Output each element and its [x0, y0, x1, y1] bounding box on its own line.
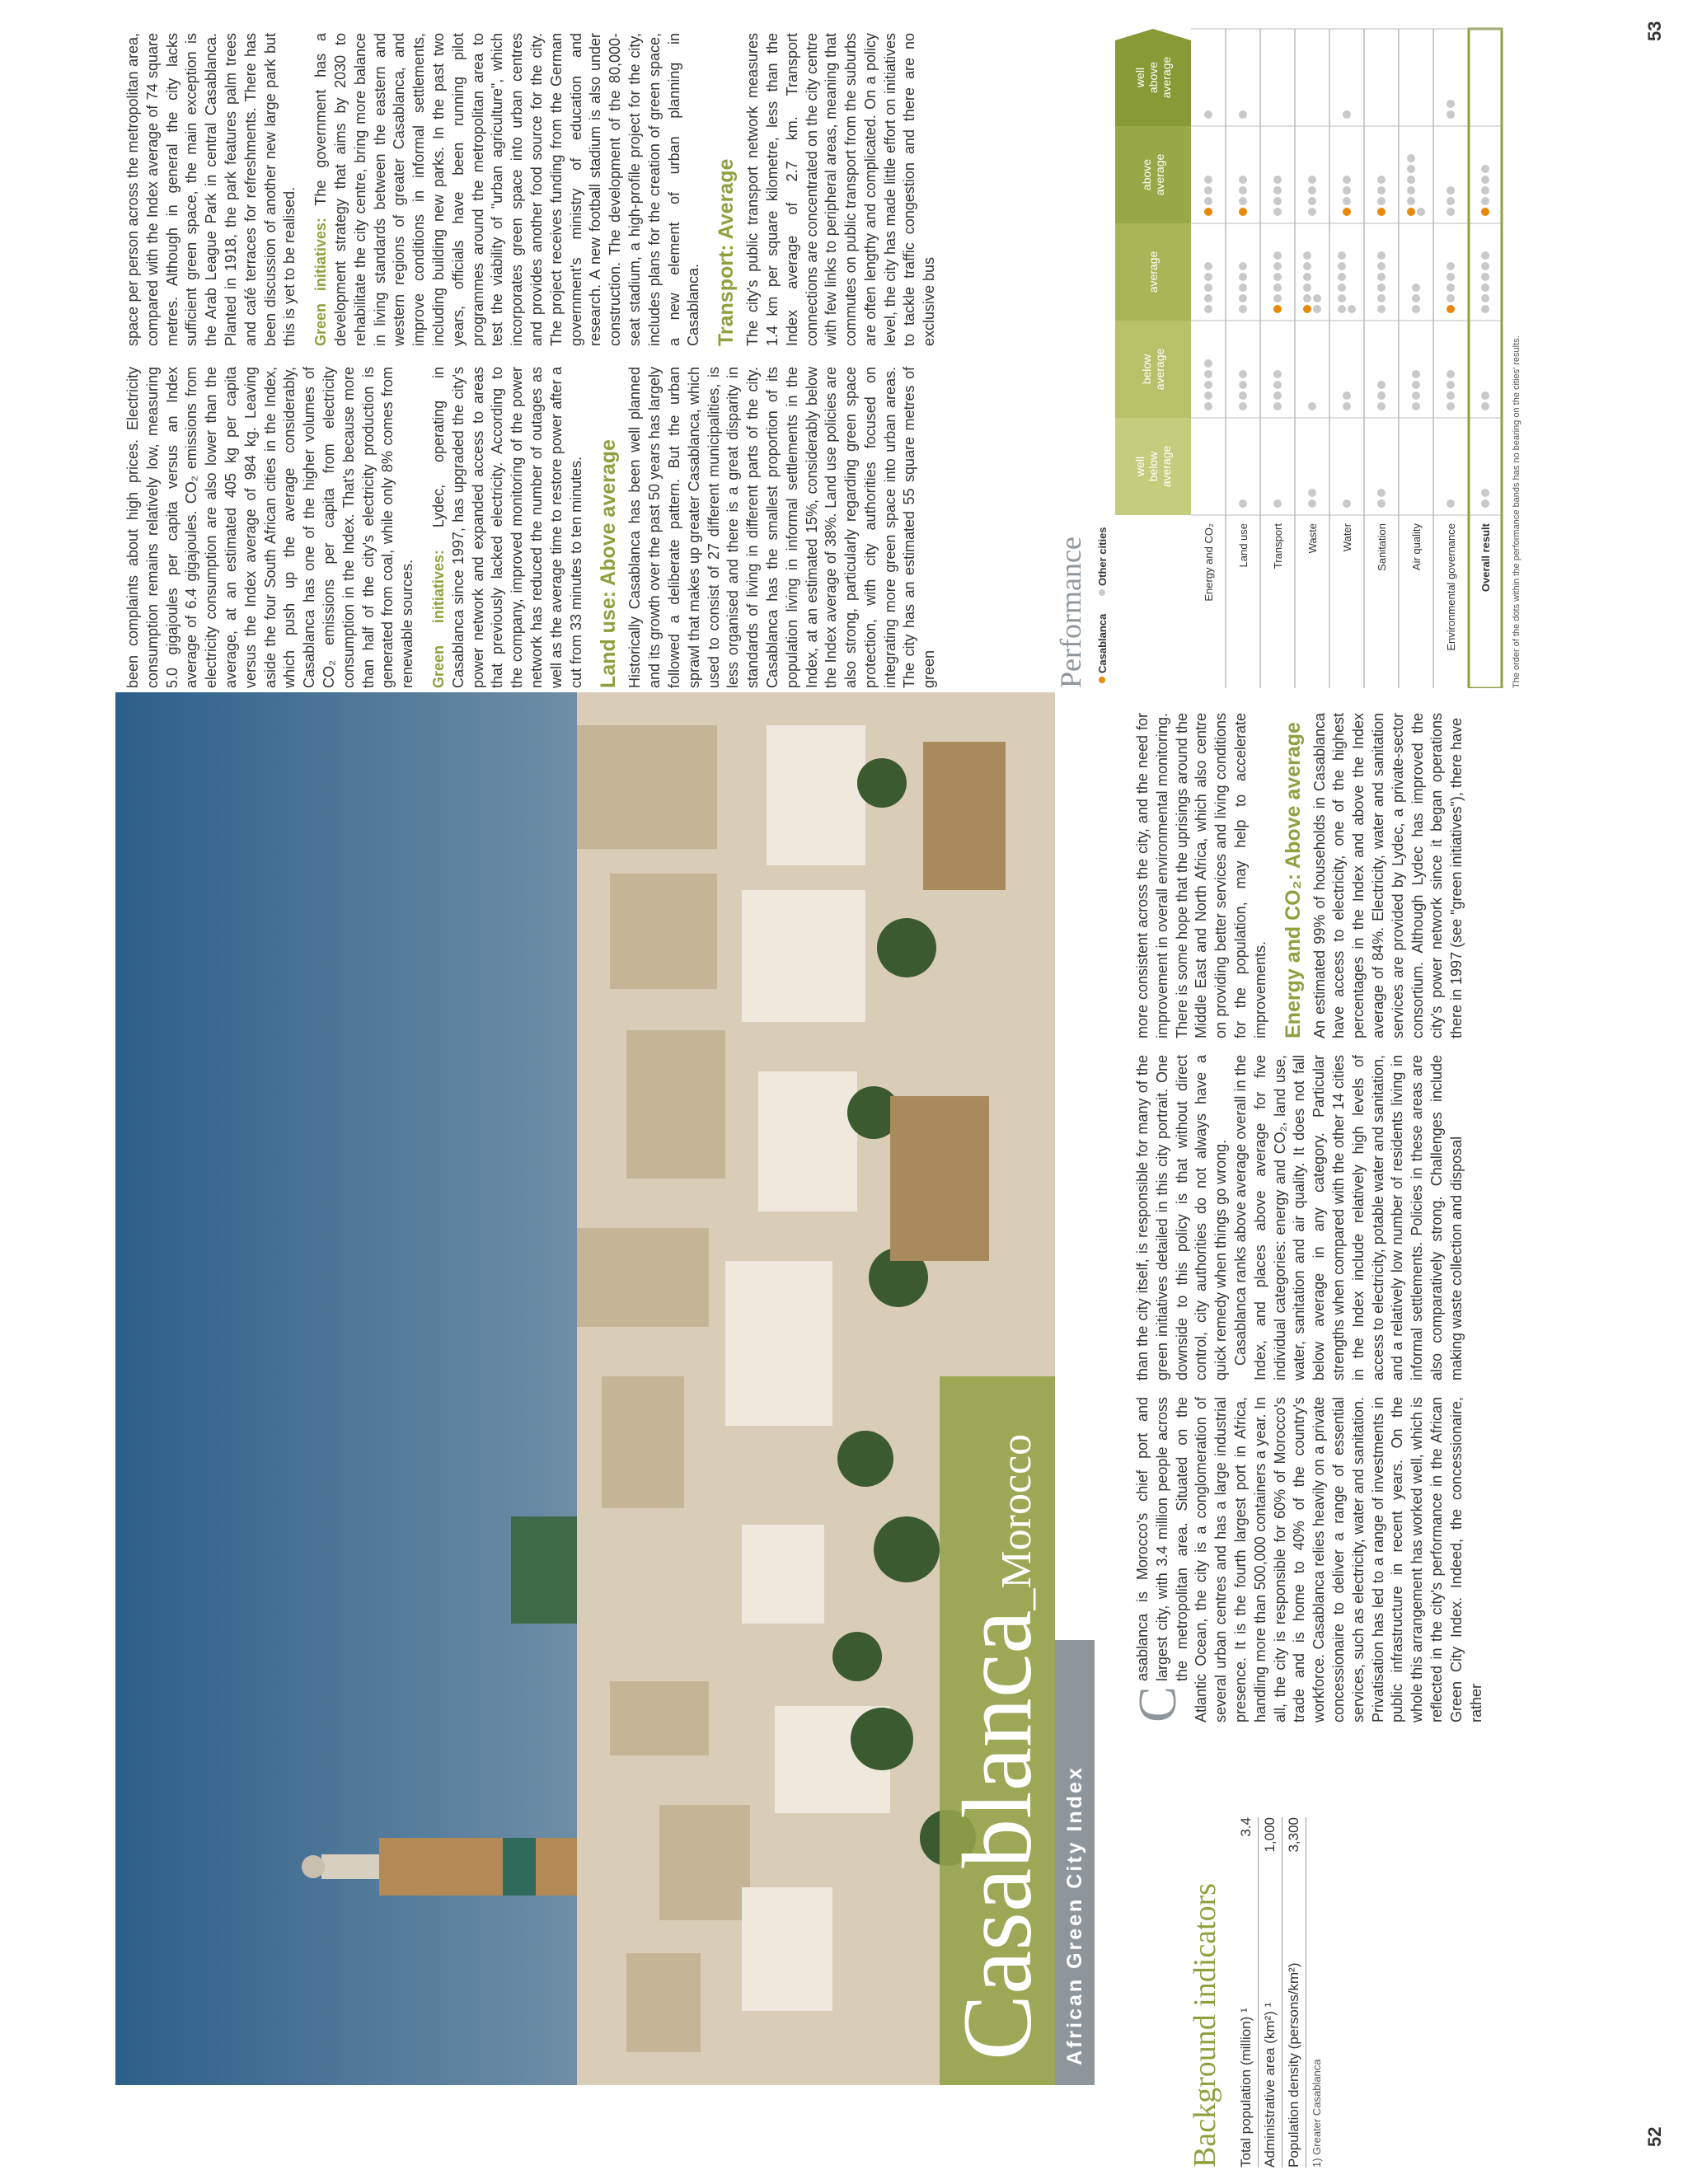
other-city-dot	[1407, 176, 1415, 184]
other-city-dot	[1481, 262, 1489, 270]
performance-chart	[1051, 12, 1529, 688]
indicator-footnote: 1) Greater Casablanca	[1311, 2059, 1323, 2168]
other-city-dot	[1447, 100, 1455, 108]
other-city-dot	[1308, 197, 1316, 205]
other-city-dot	[1343, 391, 1351, 400]
other-city-dot	[1343, 186, 1351, 194]
casablanca-dot	[1273, 305, 1282, 313]
other-city-dot	[1447, 499, 1455, 508]
other-city-dot	[1273, 197, 1282, 205]
other-city-dot	[1308, 176, 1316, 184]
other-city-dot	[1481, 197, 1489, 205]
other-city-dot	[1481, 402, 1489, 410]
row-label: Air quality	[1410, 523, 1423, 571]
other-city-dot	[1303, 273, 1311, 281]
column-header-label: average	[1160, 445, 1173, 488]
other-city-dot	[1239, 110, 1247, 119]
other-city-dot	[1273, 402, 1282, 410]
other-city-dot	[1204, 359, 1212, 368]
other-city-dot	[1447, 262, 1455, 270]
text-column-3	[1133, 713, 1467, 1038]
other-city-dot	[1447, 273, 1455, 281]
indicator-value: 3.4	[1238, 1817, 1254, 1837]
performance-chart-svg	[1051, 12, 1529, 688]
other-city-dot	[1481, 489, 1489, 497]
column-header-label: below	[1146, 451, 1160, 482]
paragraph: been complaints about high prices. Electricity consumption remains relatively low, measuring 5.0 gigajoules per capita versus an Index average of 6.4 gigajoules. CO₂ emissions from electricity consumption are also lower than the average, at an estimated 405 kg per capita versus the Index average of 984 kg. Leaving aside the four South African cities in the Index, which push up the average considerably, Casablanca has one of the higher volumes of CO₂ emissions per capita from electricity consumption in the Index. That's because more than half of the city's electricity production is generated from coal, while only 8% comes from renewable sources.	[124, 367, 416, 688]
other-city-dot	[1343, 499, 1351, 508]
other-city-dot	[1377, 391, 1386, 400]
other-city-dot	[1273, 208, 1282, 216]
other-city-dot	[1407, 197, 1415, 205]
background-indicators-heading: Background indicators	[1188, 1882, 1222, 2168]
other-city-dot	[1447, 381, 1455, 389]
other-city-dot	[1481, 499, 1489, 508]
other-city-dot	[1377, 402, 1386, 410]
green-initiatives-label: Green initiatives:	[429, 550, 447, 688]
other-city-dot	[1417, 208, 1425, 216]
other-city-dot	[1204, 370, 1212, 378]
other-city-dot	[1447, 110, 1455, 119]
other-city-dot	[1204, 186, 1212, 194]
other-city-dot	[1343, 402, 1351, 410]
text-column-5	[124, 33, 940, 346]
other-city-dot	[1481, 284, 1489, 292]
other-city-dot	[1239, 370, 1247, 378]
row-label: Water	[1341, 523, 1353, 552]
intro-paragraph-wrap	[1128, 1397, 1486, 1722]
other-city-dot	[1377, 251, 1386, 260]
city-photo	[115, 692, 1055, 2085]
green-initiatives-label: Green initiatives:	[312, 218, 330, 346]
other-city-dot	[1303, 284, 1311, 292]
casablanca-dot	[1377, 208, 1386, 216]
other-city-dot	[1204, 402, 1212, 410]
other-city-dot	[1343, 176, 1351, 184]
other-city-dot	[1447, 197, 1455, 205]
other-city-dot	[1338, 251, 1346, 260]
other-city-dot	[1239, 294, 1247, 302]
other-city-dot	[1204, 284, 1212, 292]
row-label: Overall result	[1479, 523, 1492, 593]
casablanca-dot	[1447, 305, 1455, 313]
other-city-dot	[1273, 499, 1282, 508]
other-city-dot	[1481, 273, 1489, 281]
other-city-dot	[1303, 251, 1311, 260]
other-city-dot	[1273, 284, 1282, 292]
other-city-dot	[1481, 176, 1489, 184]
column-header-label: well	[1133, 456, 1146, 477]
indicator-row	[1235, 1817, 1259, 2168]
casablanca-skyline-illustration	[115, 692, 1055, 2085]
other-city-dot	[1273, 262, 1282, 270]
other-city-dot	[1273, 381, 1282, 389]
text-column-4	[124, 367, 940, 688]
other-city-dot	[1303, 294, 1311, 302]
other-city-dot	[1343, 197, 1351, 205]
section-heading-transport: Transport: Average	[715, 158, 738, 346]
other-city-dot	[1204, 262, 1212, 270]
other-city-dot	[1407, 154, 1415, 162]
other-city-dot	[1377, 381, 1386, 389]
section-heading-energy: Energy and CO₂: Above average	[1281, 722, 1305, 1038]
other-city-dot	[1377, 294, 1386, 302]
other-city-dot	[1239, 381, 1247, 389]
paragraph: Casablanca ranks above average overall in the Index, and places above average for five individual categories: energy and CO₂, land use, water, sanitation and air quality. It does not fall below average in any category. Particular strengths when compared with the other 14 cities in the Index include relatively high levels of access to electricity, potable water and sanitation, and a relatively low number of residents living in informal settlements. Policies in these areas are also comparatively strong. Challenges include making waste collection and disposal	[1231, 1055, 1465, 1380]
other-city-dot	[1412, 284, 1420, 292]
legend-label: Casablanca	[1096, 613, 1109, 673]
other-city-dot	[1239, 186, 1247, 194]
paragraph-green-initiatives	[312, 33, 704, 346]
text-column-1	[1128, 1397, 1486, 1722]
other-city-dot	[1273, 370, 1282, 378]
paragraph: than the city itself, is responsible for many of the green initiatives detailed in this city portrait. One downside to this policy is that without direct control, city authorities do not always have a quick remedy when things go wrong.	[1134, 1055, 1230, 1380]
other-city-dot	[1447, 208, 1455, 216]
row-label: Sanitation	[1376, 523, 1388, 571]
paragraph: The city's public transport network measures 1.4 km per square kilometre, less than the Index average of 2.7 km. Transport connections are concentrated on the city centre with few links to peripheral areas, meaning that commutes on public transport from the suburbs are often lengthy and complicated. On a policy level, the city has made little effort on initiatives to tackle traffic congestion and there are no exclusive bus	[744, 33, 938, 346]
other-city-dot	[1412, 391, 1420, 400]
other-city-dot	[1481, 186, 1489, 194]
column-header-label: average	[1160, 56, 1173, 99]
other-city-dot	[1239, 391, 1247, 400]
column-header-label: above	[1140, 158, 1153, 191]
column-header-label: below	[1140, 354, 1153, 385]
other-city-dot	[1204, 110, 1212, 119]
legend-dot-other	[1099, 589, 1105, 596]
other-city-dot	[1412, 402, 1420, 410]
other-city-dot	[1273, 294, 1282, 302]
other-city-dot	[1447, 294, 1455, 302]
other-city-dot	[1481, 294, 1489, 302]
paragraph: Historically Casablanca has been well planned and its growth over the past 50 years has largely followed a deliberate pattern. But the urban sprawl that makes up greater Casablanca, which used to consist of 27 different municipalities, is less organised and there is a great disparity in standards of living in different parts of the city. Casablanca has the smallest proportion of its population living in informal settlements in the Index, at an estimated 15%, considerably below the Index average of 38%. Land use policies are also strong, particularly regarding green space protection, with city authorities focused on integrating more green space into urban areas. The city has an estimated 55 square metres of green	[626, 367, 938, 688]
other-city-dot	[1481, 251, 1489, 260]
other-city-dot	[1313, 294, 1321, 302]
other-city-dot	[1447, 402, 1455, 410]
casablanca-dot	[1204, 208, 1212, 216]
other-city-dot	[1377, 197, 1386, 205]
country-name: _Morocco	[993, 1433, 1040, 1610]
other-city-dot	[1273, 273, 1282, 281]
other-city-dot	[1447, 284, 1455, 292]
other-city-dot	[1377, 284, 1386, 292]
other-city-dot	[1407, 165, 1415, 173]
casablanca-dot	[1407, 208, 1415, 216]
other-city-dot	[1308, 499, 1316, 508]
other-city-dot	[1377, 176, 1386, 184]
legend-dot-casablanca	[1099, 677, 1105, 683]
other-city-dot	[1303, 262, 1311, 270]
drop-cap: C	[1128, 1685, 1188, 1722]
background-indicators-block	[1137, 1722, 1632, 2184]
other-city-dot	[1239, 273, 1247, 281]
paragraph-text: Lydec, operating in Casablanca since 1997, has upgraded the city's power network and expanded access to areas that previously lacked electricity. According to the company, improved monitoring of the power network has reduced the number of outages as well as the average time to restore power after a cut from 33 minutes to ten minutes.	[429, 367, 584, 688]
other-city-dot	[1377, 499, 1386, 508]
other-city-dot	[1239, 197, 1247, 205]
paragraph: more consistent across the city, and the need for improvement in overall environmental monitoring. There is some hope that the uprisings around the Middle East and North Africa, which also centre on providing better services and living conditions for the population, may help to accelerate improvements.	[1134, 713, 1268, 1038]
other-city-dot	[1348, 305, 1356, 313]
other-city-dot	[1273, 186, 1282, 194]
other-city-dot	[1204, 176, 1212, 184]
row-label: Environmental governance	[1445, 523, 1457, 651]
other-city-dot	[1308, 208, 1316, 216]
other-city-dot	[1407, 186, 1415, 194]
page-number-right: 53	[1644, 21, 1665, 41]
chart-title: Performance	[1054, 537, 1087, 688]
other-city-dot	[1204, 381, 1212, 389]
other-city-dot	[1204, 197, 1212, 205]
other-city-dot	[1447, 186, 1455, 194]
other-city-dot	[1338, 262, 1346, 270]
column-header-label: average	[1153, 348, 1166, 391]
other-city-dot	[1204, 294, 1212, 302]
other-city-dot	[1308, 402, 1316, 410]
indicator-row	[1259, 1817, 1282, 2168]
legend-label: Other cities	[1096, 527, 1109, 586]
other-city-dot	[1204, 273, 1212, 281]
other-city-dot	[1239, 262, 1247, 270]
city-title	[944, 1434, 1055, 2060]
other-city-dot	[1481, 305, 1489, 313]
other-city-dot	[1273, 391, 1282, 400]
section-heading-land-use: Land use: Above average	[597, 439, 621, 688]
row-label: Land use	[1237, 523, 1250, 568]
column-header-label: average	[1146, 251, 1160, 293]
indicator-row	[1282, 1817, 1306, 2168]
other-city-dot	[1273, 176, 1282, 184]
casablanca-dot	[1343, 208, 1351, 216]
other-city-dot	[1338, 305, 1346, 313]
paragraph-text: The government has a development strategy that aims by 2030 to rehabilitate the city centre, bring more balance in living standards between the eastern and western regions of greater Casablanca, and improve conditions in informal settlements, including building new parks. In the past two years, officials have been running pilot programmes around the metropolitan area to test the viability of "urban agriculture", which incorporates green space into urban centres and provides another food source for the city. The project receives funding from the German government's ministry of education and research. A new football stadium is also under construction. The development of the 80,000-seat stadium, a high-profile project for the city, includes plans for the creation of green space, a new element of urban planning in Casablanca.	[312, 33, 702, 346]
other-city-dot	[1447, 391, 1455, 400]
row-label: Transport	[1272, 523, 1284, 569]
indicator-value: 1,000	[1262, 1817, 1278, 1853]
other-city-dot	[1204, 391, 1212, 400]
city-name: Casablanca	[942, 1610, 1052, 2060]
indicator-label: Total population (million) ¹	[1238, 2008, 1254, 2168]
column-header-label: well	[1133, 67, 1146, 88]
text-column-2	[1133, 1055, 1467, 1380]
other-city-dot	[1377, 273, 1386, 281]
other-city-dot	[1239, 284, 1247, 292]
other-city-dot	[1338, 273, 1346, 281]
indicator-value: 3,300	[1286, 1817, 1301, 1853]
indicator-label: Administrative area (km²) ¹	[1262, 2002, 1278, 2168]
casablanca-dot	[1303, 305, 1311, 313]
other-city-dot	[1204, 305, 1212, 313]
row-label: Waste	[1306, 523, 1319, 554]
paragraph: space per person across the metropolitan area, compared with the Index average of 74 square metres. Although in general the city lacks sufficient green space, the main exception is the Arab League Park in central Casablanca. Planted in 1918, the park features palm trees and café terraces for refreshments. There has been discussion of another new large park but this is yet to be realised.	[124, 33, 298, 346]
other-city-dot	[1412, 381, 1420, 389]
other-city-dot	[1273, 251, 1282, 260]
other-city-dot	[1239, 305, 1247, 313]
column-header-label: average	[1153, 153, 1166, 196]
other-city-dot	[1377, 262, 1386, 270]
other-city-dot	[1377, 489, 1386, 497]
other-city-dot	[1343, 110, 1351, 119]
other-city-dot	[1239, 176, 1247, 184]
casablanca-dot	[1481, 208, 1489, 216]
other-city-dot	[1338, 284, 1346, 292]
paragraph: An estimated 99% of households in Casablanca have access to electricity, one of the highest percentages in the Index and above the Index average of 84%. Electricity, water and sanitation services are provided by Lydec, a private-sector consortium. Although Lydec has improved the city's power network since it began operations there in 1997 (see "green initiatives"), there have	[1311, 713, 1465, 1038]
other-city-dot	[1481, 165, 1489, 173]
other-city-dot	[1377, 186, 1386, 194]
page-number-left: 52	[1644, 2126, 1665, 2147]
indicator-label: Population density (persons/km²)	[1286, 1962, 1301, 2168]
other-city-dot	[1481, 391, 1489, 400]
other-city-dot	[1239, 499, 1247, 508]
series-label: African Green City Index	[1055, 1640, 1095, 2085]
casablanca-dot	[1239, 208, 1247, 216]
intro-paragraph: asablanca is Morocco's chief port and largest city, with 3.4 million people across the metropolitan area. Situated on the Atlantic Ocean, the city is a conglomeration of several urban centres and has a large industrial presence. It is the fourth largest port in Africa, handling more than 500,000 containers a year. In all, the city is responsible for 60% of Morocco's trade and is home to 40% of the country's workforce. Casablanca relies heavily on a private concessionaire to deliver a range of essential services, such as electricity, water and sanitation. Privatisation has led to a range of investments in public infrastructure in recent years. On the whole this arrangement has worked well, which is reflected in the city's performance in the African Green City Index. Indeed, the concessionaire, rather	[1134, 1397, 1484, 1722]
other-city-dot	[1239, 402, 1247, 410]
other-city-dot	[1377, 305, 1386, 313]
paragraph-green-initiatives	[429, 367, 586, 688]
other-city-dot	[1412, 294, 1420, 302]
other-city-dot	[1412, 305, 1420, 313]
chart-note: The order of the dots within the performance bands has no bearing on the cities' results.	[1512, 335, 1522, 688]
other-city-dot	[1338, 294, 1346, 302]
row-label: Energy and CO₂	[1203, 523, 1215, 602]
other-city-dot	[1447, 370, 1455, 378]
other-city-dot	[1308, 186, 1316, 194]
other-city-dot	[1308, 489, 1316, 497]
other-city-dot	[1313, 305, 1321, 313]
column-header-label: above	[1146, 61, 1160, 94]
other-city-dot	[1412, 370, 1420, 378]
